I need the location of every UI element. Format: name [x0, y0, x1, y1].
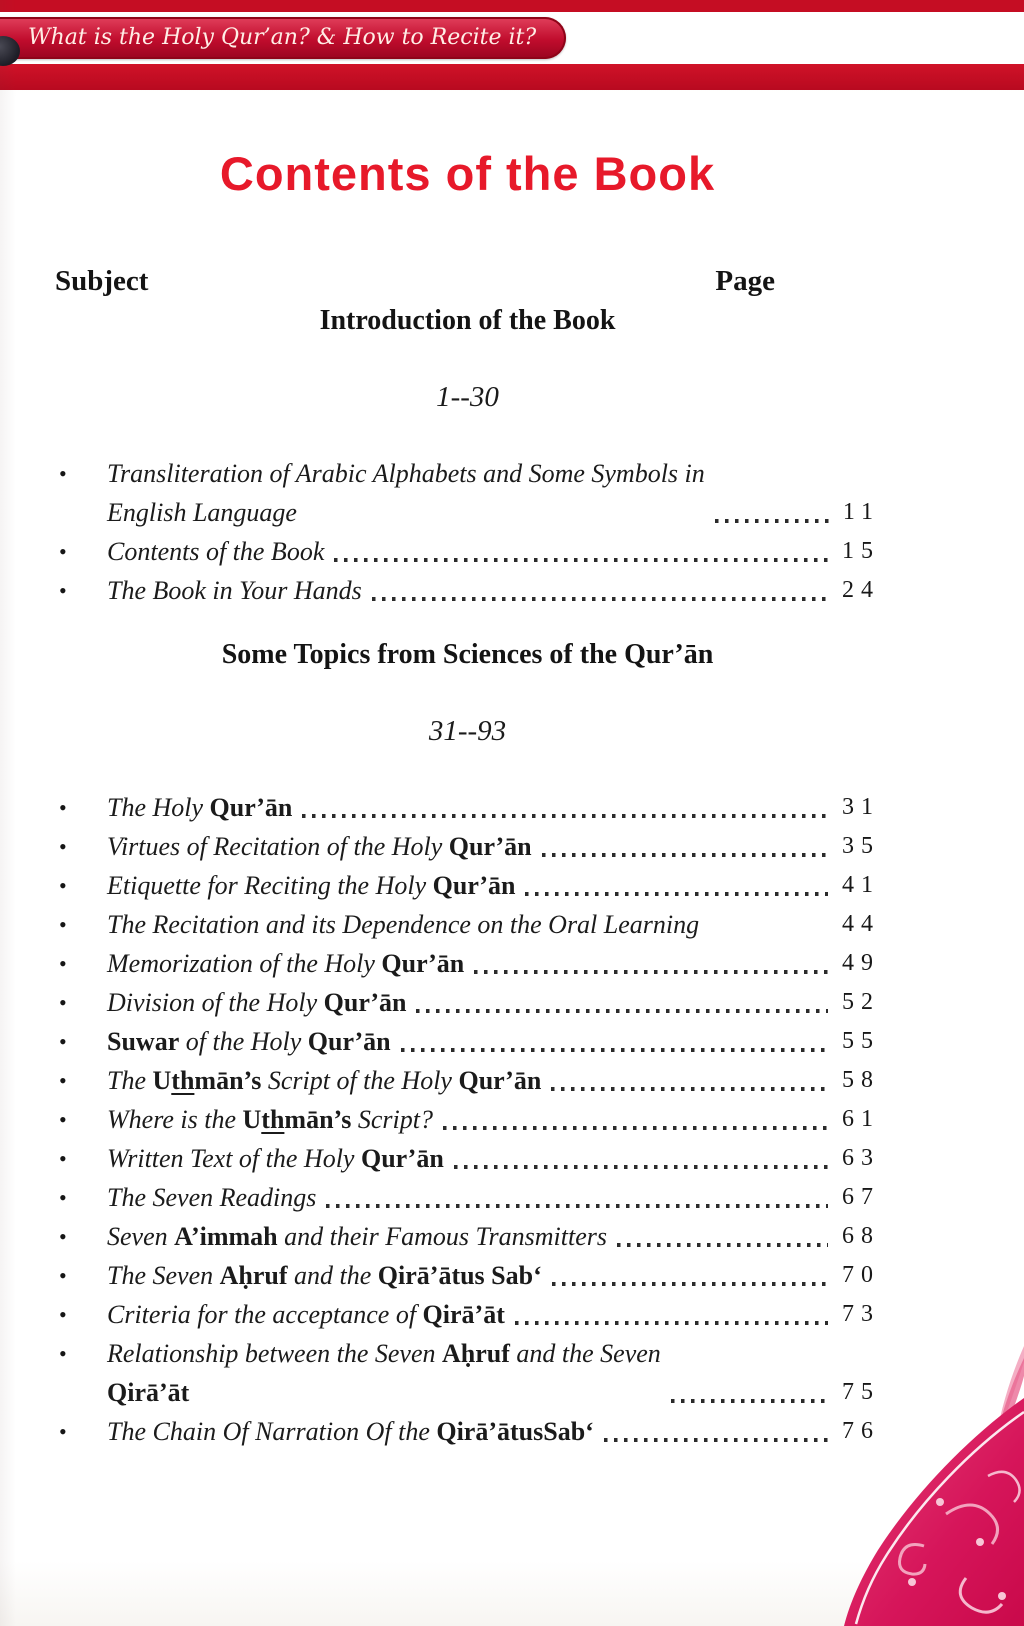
toc-entry-segment: Qirā’āt [107, 1378, 190, 1407]
dot-leader [552, 1282, 828, 1286]
bullet-icon: • [59, 1419, 67, 1444]
dot-leader [302, 814, 828, 818]
toc-entry-segment: and the [287, 1261, 378, 1290]
running-title-badge [0, 17, 566, 59]
section-heading: Some Topics from Sciences of the Qur’ān [221, 639, 714, 670]
dot-leader [416, 1009, 828, 1013]
header-top-strip [0, 0, 1024, 12]
bullet-icon: • [59, 1185, 67, 1210]
toc-entry-title [107, 1139, 444, 1178]
dot-leader [617, 1243, 828, 1247]
subject-column-label: Subject [55, 265, 149, 297]
toc-entry-segment: English Language [107, 498, 297, 527]
bullet-icon: • [59, 578, 67, 603]
bullet-icon: • [59, 1263, 67, 1288]
toc-entry-segment: Qirā’āt [422, 1300, 505, 1329]
toc-entry-body [107, 1100, 880, 1139]
flower-dot-4 [998, 1592, 1006, 1600]
toc-section [55, 636, 880, 1451]
toc-entry-segment: The Seven [107, 1261, 220, 1290]
corner-ornament [774, 1346, 1024, 1626]
toc-entry-page-number: 44 [842, 911, 880, 937]
toc-entry-title [107, 1100, 433, 1139]
toc-entry-list [55, 454, 880, 610]
toc-entry-segment: Qur’ān [448, 832, 532, 861]
toc-entry-title [107, 1022, 391, 1061]
toc-entry-title [107, 866, 515, 905]
toc-entry-body [107, 788, 880, 827]
toc-entry-body [107, 983, 880, 1022]
bullet-icon: • [59, 990, 67, 1015]
bullet-icon: • [59, 539, 67, 564]
dot-leader [334, 558, 828, 562]
toc-entry-segment: Aḥruf [442, 1339, 510, 1368]
toc-sections [55, 302, 880, 1451]
toc-entry-body [107, 454, 880, 532]
bullet-icon: • [59, 873, 67, 898]
toc-entry-segment: The Chain Of Narration Of the [107, 1417, 437, 1446]
toc-entry-body [107, 1178, 880, 1217]
toc-entry [55, 1061, 880, 1100]
bullet-icon: • [59, 795, 67, 820]
dot-leader [715, 519, 829, 523]
toc-entry-title [107, 1061, 541, 1100]
toc-entry-segment: Criteria for the acceptance of [107, 1300, 423, 1329]
toc-entry-body [107, 1139, 880, 1178]
toc-entry [55, 1022, 880, 1061]
toc-entry-segment: Qur’ān [323, 988, 407, 1017]
dot-leader [474, 970, 828, 974]
toc-entry-page-number: 15 [842, 538, 880, 564]
bullet-icon: • [59, 1341, 67, 1366]
toc-entry-segment: Memorization of the Holy [107, 949, 382, 978]
toc-entry-segment: Contents of the Book [107, 537, 325, 566]
toc-entry-title [107, 983, 406, 1022]
toc-entry [55, 788, 880, 827]
dot-leader [443, 1126, 828, 1130]
toc-entry [55, 983, 880, 1022]
toc-entry-page-number: 61 [842, 1106, 880, 1132]
toc-entry-segment: Seven [107, 1222, 175, 1251]
toc-entry [55, 1295, 880, 1334]
toc-entry [55, 1178, 880, 1217]
dot-leader [709, 931, 828, 935]
toc-entry-title [107, 1412, 594, 1451]
toc-entry [55, 944, 880, 983]
header-red-band [0, 64, 1024, 90]
toc-entry-page-number: 63 [842, 1145, 880, 1171]
toc-entry-segment: The Seven Readings [107, 1183, 317, 1212]
toc-entry-title [107, 1295, 505, 1334]
flower-dot-2 [976, 1538, 984, 1546]
toc-entry-page-number: 24 [842, 577, 880, 603]
toc-entry-page-number: 76 [842, 1418, 880, 1444]
bullet-icon: • [59, 1029, 67, 1054]
toc-entry-page-number: 31 [842, 794, 880, 820]
flower-dot-1 [936, 1498, 944, 1506]
toc-entry-title [107, 827, 532, 866]
bullet-icon: • [59, 1068, 67, 1093]
toc-entry-segment: th [261, 1105, 285, 1134]
toc-entry-body [107, 571, 880, 610]
toc-entry-title [107, 454, 705, 532]
toc-entry-title [107, 532, 324, 571]
toc-entry-page-number: 70 [842, 1262, 880, 1288]
toc-entry-segment: Division of the Holy [107, 988, 324, 1017]
content-column [55, 146, 880, 1451]
toc-entry-body [107, 944, 880, 983]
toc-entry-segment: Relationship between the Seven [107, 1339, 443, 1368]
toc-entry-page-number: 52 [842, 989, 880, 1015]
running-title-text: What is the Holy Qur’an? & How to Recite it? [28, 25, 537, 50]
toc-entry-segment: of the Holy [179, 1027, 308, 1056]
toc-entry-segment: Aḥruf [219, 1261, 288, 1290]
toc-entry-title [107, 788, 292, 827]
toc-entry-title [107, 944, 464, 983]
toc-entry-body [107, 532, 880, 571]
toc-entry-page-number: 55 [842, 1028, 880, 1054]
dot-leader [401, 1048, 828, 1052]
toc-entry-segment: Script of the Holy [261, 1066, 459, 1095]
toc-entry-segment: The Recitation and its Dependence on the Oral Learning [107, 910, 700, 939]
section-page-range: 31--93 [428, 715, 507, 747]
dot-leader [454, 1165, 828, 1169]
bullet-icon: • [59, 1224, 67, 1249]
toc-entry [55, 1334, 880, 1412]
toc-entry-title [107, 571, 362, 610]
toc-entry [55, 1412, 880, 1451]
toc-entry-page-number: 75 [842, 1379, 880, 1405]
toc-entry-segment: U [242, 1105, 262, 1134]
toc-entry [55, 532, 880, 571]
toc-entry-segment: and the Seven [509, 1339, 661, 1368]
dot-leader [372, 597, 828, 601]
toc-entry [55, 905, 880, 944]
bullet-icon: • [59, 834, 67, 859]
toc-entry-segment: The Holy [107, 793, 210, 822]
toc-entry-page-number: 41 [842, 872, 880, 898]
toc-entry-segment: The [107, 1066, 153, 1095]
flower-dot-3 [908, 1578, 916, 1586]
toc-entry-segment: mān’s [194, 1066, 262, 1095]
toc-entry-body [107, 1061, 880, 1100]
toc-entry-body [107, 1256, 880, 1295]
dot-leader [326, 1204, 828, 1208]
page-title: Contents of the Book [219, 147, 716, 200]
toc-entry-segment: Suwar [107, 1027, 180, 1056]
toc-entry-body [107, 1412, 880, 1451]
toc-entry-title [107, 905, 699, 944]
dot-leader [525, 892, 828, 896]
toc-entry-body [107, 866, 880, 905]
toc-entry-segment: Where is the [107, 1105, 243, 1134]
toc-entry-page-number: 73 [842, 1301, 880, 1327]
toc-entry-segment: Transliteration of Arabic Alphabets and Some Symbols in [107, 459, 705, 488]
section-page-range: 1--30 [436, 381, 499, 413]
toc-entry-segment: Qur’ān [209, 793, 293, 822]
toc-entry-body [107, 1295, 880, 1334]
toc-entry-segment: Qirā’ātus Sab‘ [377, 1261, 542, 1290]
toc-entry-segment: Qur’ān [360, 1144, 444, 1173]
toc-entry [55, 866, 880, 905]
toc-entry-page-number: 35 [842, 833, 880, 859]
toc-entry-segment: and their Famous Transmitters [277, 1222, 608, 1251]
bullet-icon: • [59, 461, 67, 486]
toc-entry-segment: A’immah [174, 1222, 278, 1251]
toc-entry-body [107, 827, 880, 866]
toc-entry-segment: Script? [351, 1105, 433, 1134]
toc-entry-page-number: 67 [842, 1184, 880, 1210]
toc-entry-page-number: 68 [842, 1223, 880, 1249]
toc-entry-page-number: 58 [842, 1067, 880, 1093]
toc-entry-segment: Qur’ān [432, 871, 516, 900]
toc-entry-segment: Written Text of the Holy [107, 1144, 361, 1173]
toc-entry [55, 1139, 880, 1178]
bullet-icon: • [59, 1146, 67, 1171]
toc-entry-segment: mān’s [284, 1105, 352, 1134]
column-headers [55, 262, 880, 300]
toc-entry-list [55, 788, 880, 1451]
toc-entry [55, 1256, 880, 1295]
toc-entry-title [107, 1256, 542, 1295]
toc-entry-title [107, 1334, 661, 1412]
toc-entry-segment: Qur’ān [307, 1027, 391, 1056]
toc-entry-segment: Qirā’ātusSab‘ [436, 1417, 594, 1446]
toc-entry [55, 454, 880, 532]
toc-entry-segment: Etiquette for Reciting the Holy [107, 871, 433, 900]
header-badge-row [0, 12, 1024, 64]
toc-section [55, 302, 880, 610]
toc-entry-segment: Qur’ān [458, 1066, 542, 1095]
toc-entry [55, 571, 880, 610]
bullet-icon: • [59, 1302, 67, 1327]
toc-entry-body [107, 1217, 880, 1256]
toc-entry-body [107, 1334, 880, 1412]
toc-entry-segment: U [152, 1066, 172, 1095]
bullet-icon: • [59, 1107, 67, 1132]
dot-leader [542, 853, 828, 857]
dot-leader [551, 1087, 828, 1091]
toc-entry-title [107, 1178, 316, 1217]
toc-entry-title [107, 1217, 607, 1256]
toc-entry-page-number: 11 [842, 499, 880, 525]
toc-entry-page-number: 49 [842, 950, 880, 976]
page-column-label: Page [715, 265, 775, 297]
toc-entry [55, 1100, 880, 1139]
bullet-icon: • [59, 912, 67, 937]
dot-leader [515, 1321, 828, 1325]
section-heading: Introduction of the Book [319, 305, 616, 336]
toc-entry-segment: Qur’ān [381, 949, 465, 978]
toc-entry-body [107, 905, 880, 944]
toc-entry-segment: Virtues of Recitation of the Holy [107, 832, 449, 861]
toc-entry [55, 1217, 880, 1256]
toc-entry-body [107, 1022, 880, 1061]
toc-entry [55, 827, 880, 866]
toc-entry-segment: th [171, 1066, 195, 1095]
bullet-icon: • [59, 951, 67, 976]
toc-entry-segment: The Book in Your Hands [107, 576, 362, 605]
